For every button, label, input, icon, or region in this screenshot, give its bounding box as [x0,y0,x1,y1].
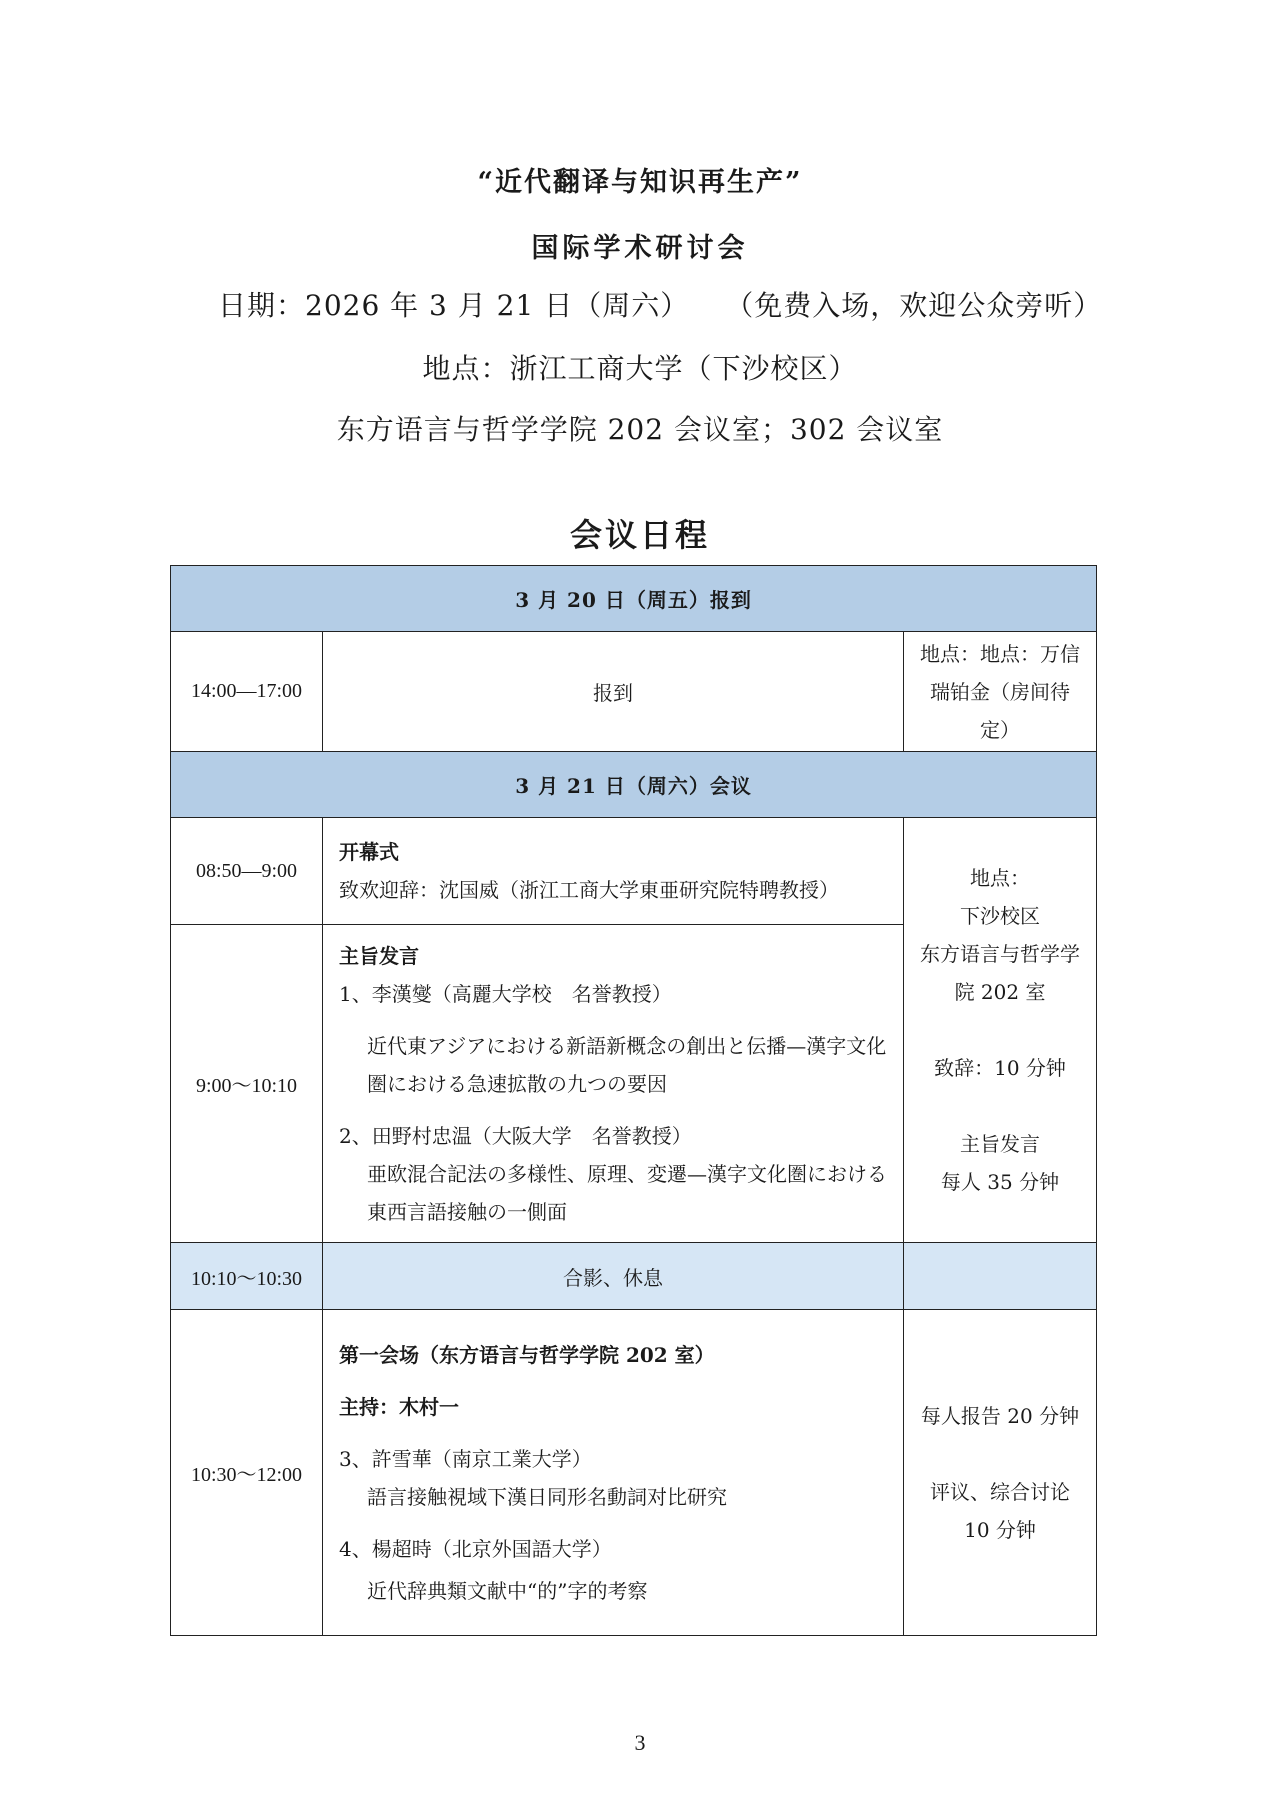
keynote-talk-2: 亜欧混合記法の多様性、原理、変遷—漢字文化圏における東西言語接触の一側面 [367,1161,887,1224]
opening-time: 08:50—9:00 [171,818,323,925]
day2-heading: 3 月 21 日（周六）会议 [171,752,1097,818]
side-welcome-time: 致辞：10 分钟 [934,1056,1066,1080]
session1-chair: 主持：木村一 [339,1394,459,1419]
break-activity: 合影、休息 [323,1243,904,1310]
keynote-talk-1: 近代東アジアにおける新語新概念の創出と伝播—漢字文化圏における急速拡散の九つの要因 [367,1033,887,1096]
side-location-label: 地点： [970,866,1031,890]
break-row [171,1243,1097,1310]
side-keynote-label: 主旨发言 [960,1132,1041,1156]
registration-time: 14:00—17:00 [171,632,323,752]
date-line [218,284,1102,324]
date-text: 日期：2026 年 3 月 21 日（周六） [218,289,690,322]
registration-location: 地点：地点：万信瑞铂金（房间待定） [904,632,1097,752]
keynote-side-location [904,818,1097,1243]
conference-title: “近代翻译与知识再生产” [477,167,803,198]
free-entry-text: （免费入场，欢迎公众旁听） [739,289,1103,322]
break-time: 10:10～10:30 [171,1243,323,1310]
rooms-line: 东方语言与哲学学院 202 会议室；302 会议室 [336,413,944,446]
session1-note-2: 评议、综合讨论 10 分钟 [930,1479,1071,1542]
side-location-campus: 下沙校区 [960,904,1041,928]
keynote-speaker-1: 1、李漢燮（高麗大学校 名誉教授） [339,981,672,1006]
registration-row [171,632,1097,752]
session1-notes [904,1310,1097,1636]
schedule-table [170,565,1097,1636]
conference-subtitle: 国际学术研讨会 [531,233,749,264]
session1-title: 第一会场（东方语言与哲学学院 202 室） [339,1342,715,1367]
side-location-building: 东方语言与哲学学院 202 室 [920,942,1081,1004]
schedule-title: 会议日程 [569,516,710,554]
day1-heading-row [171,566,1097,632]
opening-title: 开幕式 [339,840,399,864]
session1-speaker-3: 3、許雪華（南京工業大学） [339,1446,592,1471]
keynote-time: 9:00～10:10 [171,925,323,1243]
session1-talk-3: 語言接触視域下漢日同形名動詞对比研究 [367,1484,727,1509]
keynote-speaker-2: 2、田野村忠温（大阪大学 名誉教授） [339,1123,692,1148]
session1-note-1: 每人报告 20 分钟 [920,1403,1080,1428]
keynote-title: 主旨发言 [339,943,419,968]
keynote-content [323,925,904,1243]
session1-talk-4: 近代辞典類文献中“的”字的考察 [367,1578,648,1603]
page-number: 3 [634,1730,646,1755]
session1-row [171,1310,1097,1636]
session1-speaker-4: 4、楊超時（北京外国語大学） [339,1536,612,1561]
side-keynote-time: 每人 35 分钟 [940,1170,1060,1194]
place-line: 地点：浙江工商大学（下沙校区） [422,352,858,385]
opening-detail: 致欢迎辞：沈国威（浙江工商大学東亜研究院特聘教授） [339,878,839,902]
opening-content [323,818,904,925]
session1-time: 10:30～12:00 [171,1310,323,1636]
opening-row [171,818,1097,925]
session1-content [323,1310,904,1636]
day1-heading: 3 月 20 日（周五）报到 [171,566,1097,632]
day2-heading-row [171,752,1097,818]
break-empty-cell [904,1243,1097,1310]
registration-activity: 报到 [323,632,904,752]
